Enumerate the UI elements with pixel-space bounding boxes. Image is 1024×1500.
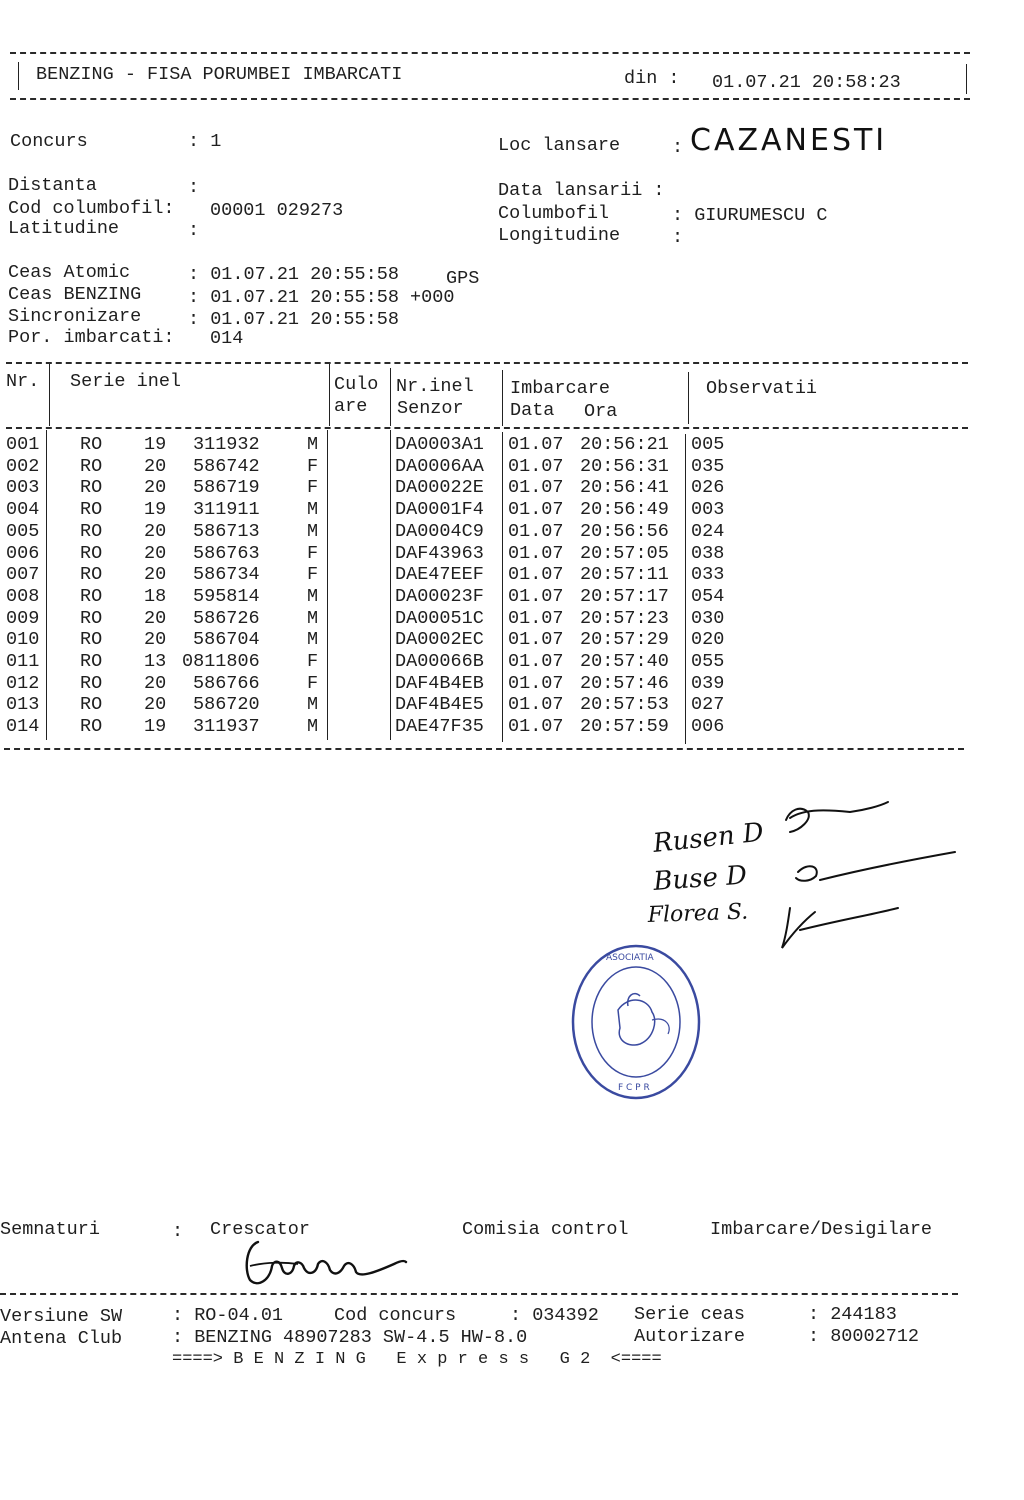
date-label: din : [624, 68, 680, 89]
observation-code: 055 [691, 651, 725, 672]
ring-number: 586763 [193, 542, 260, 564]
sensor-ring-id: DA0004C9 [395, 520, 484, 542]
ring-year: 19 [144, 499, 167, 521]
observation-code: 038 [691, 542, 725, 564]
sincronizare-value: : 01.07.21 20:55:58 [188, 309, 399, 330]
autorizare-value: : 80002712 [808, 1326, 920, 1347]
row-number: 007 [6, 564, 40, 586]
benzing-express-banner: ====> B E N Z I N G E x p r e s s G 2 <==== [172, 1350, 662, 1369]
breeder-signature [236, 1236, 416, 1292]
loading-date: 01.07 [508, 520, 564, 542]
loading-date: 01.07 [508, 564, 564, 586]
loading-date: 01.07 [508, 499, 564, 521]
observation-code: 033 [691, 564, 725, 586]
ring-number: 311937 [193, 716, 260, 738]
loc-lansare-label: Loc lansare [498, 135, 621, 156]
semnaturi-colon: : [172, 1221, 184, 1242]
loading-date: 01.07 [508, 434, 564, 455]
loading-time: 20:57:17 [580, 585, 669, 607]
ceas-benzing-value: : 01.07.21 20:55:58 +000 [188, 287, 455, 308]
sincronizare-label: Sincronizare [8, 306, 142, 327]
table-row [0, 477, 1000, 498]
header-sep-nrinel [502, 370, 503, 426]
observation-code: 054 [691, 585, 725, 607]
loc-lansare-handwritten: CAZANESTI [690, 123, 888, 158]
por-imbarcati-label: Por. imbarcati: [8, 327, 175, 348]
cod-concurs-value: : 034392 [510, 1305, 599, 1326]
ring-sex: M [307, 499, 319, 521]
col-header-imbarcare: Imbarcare [510, 378, 610, 399]
latitudine-value: : [188, 220, 200, 241]
document-title: BENZING - FISA PORUMBEI IMBARCATI [36, 64, 403, 85]
sensor-ring-id: DAE47EEF [395, 564, 484, 586]
ring-year: 20 [144, 477, 167, 499]
row-number: 011 [6, 651, 40, 672]
ring-number: 595814 [193, 585, 260, 607]
sensor-ring-id: DA00023F [395, 585, 484, 607]
loading-time: 20:57:11 [580, 564, 669, 586]
body-sep-nr [46, 430, 47, 740]
ring-number: 586713 [193, 520, 260, 542]
header-sep-culoare [390, 368, 391, 426]
ring-country: RO [80, 520, 103, 542]
row-number: 008 [6, 585, 40, 607]
header-sep-imbarcare [688, 372, 689, 424]
ring-country: RO [80, 585, 103, 607]
col-header-nr: Nr. [6, 371, 40, 392]
ring-country: RO [80, 434, 103, 455]
observation-code: 027 [691, 694, 725, 716]
table-row [0, 456, 1000, 477]
svg-text:ASOCIATIA: ASOCIATIA [606, 953, 654, 963]
cod-concurs-label: Cod concurs [334, 1305, 457, 1326]
row-number: 013 [6, 694, 40, 716]
sensor-ring-id: DA0002EC [395, 629, 484, 651]
ring-sex: F [307, 477, 319, 499]
commission-signatures [640, 790, 980, 960]
row-number: 003 [6, 477, 40, 499]
loading-date: 01.07 [508, 716, 564, 738]
latitudine-label: Latitudine [8, 218, 120, 239]
observation-code: 026 [691, 477, 725, 499]
row-number: 010 [6, 629, 40, 651]
ring-year: 20 [144, 520, 167, 542]
header-left-border [18, 62, 19, 90]
ring-year: 20 [144, 607, 167, 629]
cod-columbofil-value: 00001 029273 [210, 200, 344, 221]
loading-date: 01.07 [508, 672, 564, 694]
ring-sex: M [307, 434, 319, 455]
ring-sex: M [307, 520, 319, 542]
loading-date: 01.07 [508, 455, 564, 477]
sensor-ring-id: DA0006AA [395, 455, 484, 477]
semnaturi-label: Semnaturi [0, 1219, 100, 1240]
header-top-rule [10, 52, 970, 54]
ring-year: 20 [144, 455, 167, 477]
loading-time: 20:57:53 [580, 694, 669, 716]
imbarcare-desigilare-label: Imbarcare/Desigilare [710, 1219, 933, 1240]
table-top-rule [6, 362, 968, 364]
loading-date: 01.07 [508, 694, 564, 716]
header-sep-nr [49, 364, 50, 426]
comisia-control-label: Comisia control [462, 1219, 629, 1240]
table-row [0, 564, 1000, 585]
ring-sex: M [307, 585, 319, 607]
ring-number: 586726 [193, 607, 260, 629]
sensor-ring-id: DAE47F35 [395, 716, 484, 738]
sensor-ring-id: DA0001F4 [395, 499, 484, 521]
loading-time: 20:56:41 [580, 477, 669, 499]
ceas-benzing-label: Ceas BENZING [8, 284, 142, 305]
row-number: 004 [6, 499, 40, 521]
col-header-serie: Serie inel [70, 371, 182, 392]
table-row [0, 651, 1000, 672]
svg-text:F C P R: F C P R [618, 1083, 650, 1093]
distanta-label: Distanta [8, 175, 97, 196]
observation-code: 005 [691, 434, 725, 455]
loading-time: 20:56:56 [580, 520, 669, 542]
col-header-culoare-1: Culo [334, 374, 379, 395]
ring-country: RO [80, 477, 103, 499]
loading-time: 20:57:40 [580, 651, 669, 672]
ring-year: 19 [144, 716, 167, 738]
ring-year: 20 [144, 672, 167, 694]
observation-code: 035 [691, 455, 725, 477]
data-lansarii-label: Data lansarii : [498, 180, 665, 201]
row-number: 012 [6, 672, 40, 694]
loading-time: 20:57:23 [580, 607, 669, 629]
table-row [0, 543, 1000, 564]
body-sep-nrinel [502, 432, 503, 742]
observation-code: 020 [691, 629, 725, 651]
signature-line-3: Florea S. [647, 899, 749, 928]
loading-time: 20:57:05 [580, 542, 669, 564]
row-number: 014 [6, 716, 40, 738]
col-header-ora: Ora [584, 401, 618, 422]
col-header-nrinel-1: Nr.inel [396, 376, 474, 397]
table-row [0, 499, 1000, 520]
table-row [0, 434, 1000, 455]
ring-sex: M [307, 694, 319, 716]
table-row [0, 521, 1000, 542]
col-header-observatii: Observatii [706, 378, 818, 399]
ring-country: RO [80, 499, 103, 521]
observation-code: 006 [691, 716, 725, 738]
ring-year: 18 [144, 585, 167, 607]
loading-time: 20:57:59 [580, 716, 669, 738]
table-row [0, 629, 1000, 650]
longitudine-value: : [672, 227, 684, 248]
ring-number: 311911 [193, 499, 260, 521]
row-number: 009 [6, 607, 40, 629]
sensor-ring-id: DAF4B4E5 [395, 694, 484, 716]
header-bottom-rule [10, 98, 970, 100]
observation-code: 030 [691, 607, 725, 629]
ring-sex: F [307, 542, 319, 564]
serie-ceas-value: : 244183 [808, 1304, 897, 1325]
por-imbarcati-value: 014 [210, 328, 244, 349]
versiune-sw-label: Versiune SW [0, 1306, 123, 1327]
longitudine-label: Longitudine [498, 225, 621, 246]
ring-number: 586720 [193, 694, 260, 716]
table-header-rule [6, 427, 968, 429]
ring-number: 586704 [193, 629, 260, 651]
col-header-data: Data [510, 400, 555, 421]
loading-date: 01.07 [508, 542, 564, 564]
row-number: 002 [6, 455, 40, 477]
sensor-ring-id: DA0003A1 [395, 434, 484, 455]
distanta-value: : [188, 177, 200, 198]
ring-year: 13 [144, 651, 167, 672]
ring-year: 19 [144, 434, 167, 455]
ring-year: 20 [144, 629, 167, 651]
serie-ceas-label: Serie ceas [634, 1304, 746, 1325]
ring-sex: F [307, 672, 319, 694]
table-row [0, 716, 1000, 737]
footer-rule [0, 1293, 958, 1295]
table-row [0, 586, 1000, 607]
observation-code: 039 [691, 672, 725, 694]
ring-number: 0811806 [182, 651, 260, 672]
concurs-value: : 1 [188, 131, 222, 152]
cod-columbofil-label: Cod columbofil: [8, 198, 175, 219]
ring-country: RO [80, 651, 103, 672]
observation-code: 003 [691, 499, 725, 521]
ring-sex: M [307, 607, 319, 629]
signature-line-2: Buse D [652, 860, 748, 897]
loc-lansare-colon: : [672, 137, 684, 158]
ceas-atomic-label: Ceas Atomic [8, 262, 131, 283]
ring-sex: F [307, 651, 319, 672]
loading-date: 01.07 [508, 477, 564, 499]
col-header-culoare-2: are [334, 396, 368, 417]
observation-code: 024 [691, 520, 725, 542]
ring-year: 20 [144, 564, 167, 586]
ring-year: 20 [144, 694, 167, 716]
loading-time: 20:56:21 [580, 434, 669, 455]
ring-number: 586734 [193, 564, 260, 586]
ceas-atomic-value: : 01.07.21 20:55:58 [188, 264, 399, 285]
loading-date: 01.07 [508, 651, 564, 672]
header-right-border [966, 64, 967, 94]
table-bottom-rule [4, 748, 964, 750]
date-value: 01.07.21 20:58:23 [712, 72, 901, 93]
sensor-ring-id: DA00051C [395, 607, 484, 629]
sensor-ring-id: DAF4B4EB [395, 672, 484, 694]
versiune-sw-value: : RO-04.01 [172, 1305, 284, 1326]
antena-club-value: : BENZING 48907283 SW-4.5 HW-8.0 [172, 1327, 528, 1348]
columbofil-label: Columbofil [498, 203, 610, 224]
crescator-label: Crescator [210, 1219, 310, 1240]
autorizare-label: Autorizare [634, 1326, 746, 1347]
ring-number: 586719 [193, 477, 260, 499]
loading-date: 01.07 [508, 585, 564, 607]
body-sep-imbarcare [685, 434, 686, 744]
loading-time: 20:56:49 [580, 499, 669, 521]
columbofil-value: : GIURUMESCU C [672, 205, 828, 226]
concurs-label: Concurs [10, 131, 88, 152]
ring-country: RO [80, 716, 103, 738]
signature-line-1: Rusen D [651, 817, 766, 859]
ring-country: RO [80, 672, 103, 694]
body-sep-culoare [390, 430, 391, 740]
table-row [0, 694, 1000, 715]
sensor-ring-id: DAF43963 [395, 542, 484, 564]
ceas-atomic-suffix: GPS [446, 268, 480, 289]
ring-country: RO [80, 455, 103, 477]
sensor-ring-id: DA00066B [395, 651, 484, 672]
col-header-nrinel-2: Senzor [397, 398, 464, 419]
row-number: 006 [6, 542, 40, 564]
loading-time: 20:56:31 [580, 455, 669, 477]
ring-sex: M [307, 716, 319, 738]
row-number: 005 [6, 520, 40, 542]
body-sep-serie [327, 430, 328, 740]
ring-country: RO [80, 694, 103, 716]
table-row [0, 673, 1000, 694]
ring-number: 311932 [193, 434, 260, 455]
sensor-ring-id: DA00022E [395, 477, 484, 499]
loading-date: 01.07 [508, 629, 564, 651]
ring-country: RO [80, 542, 103, 564]
loading-time: 20:57:29 [580, 629, 669, 651]
ring-country: RO [80, 607, 103, 629]
ring-number: 586742 [193, 455, 260, 477]
ring-sex: F [307, 455, 319, 477]
ring-sex: M [307, 629, 319, 651]
club-stamp [568, 940, 704, 1104]
ring-country: RO [80, 629, 103, 651]
antena-club-label: Antena Club [0, 1328, 123, 1349]
table-row [0, 608, 1000, 629]
row-number: 001 [6, 434, 40, 455]
ring-year: 20 [144, 542, 167, 564]
header-sep-serie [329, 364, 330, 426]
loading-date: 01.07 [508, 607, 564, 629]
ring-country: RO [80, 564, 103, 586]
ring-number: 586766 [193, 672, 260, 694]
ring-sex: F [307, 564, 319, 586]
loading-time: 20:57:46 [580, 672, 669, 694]
